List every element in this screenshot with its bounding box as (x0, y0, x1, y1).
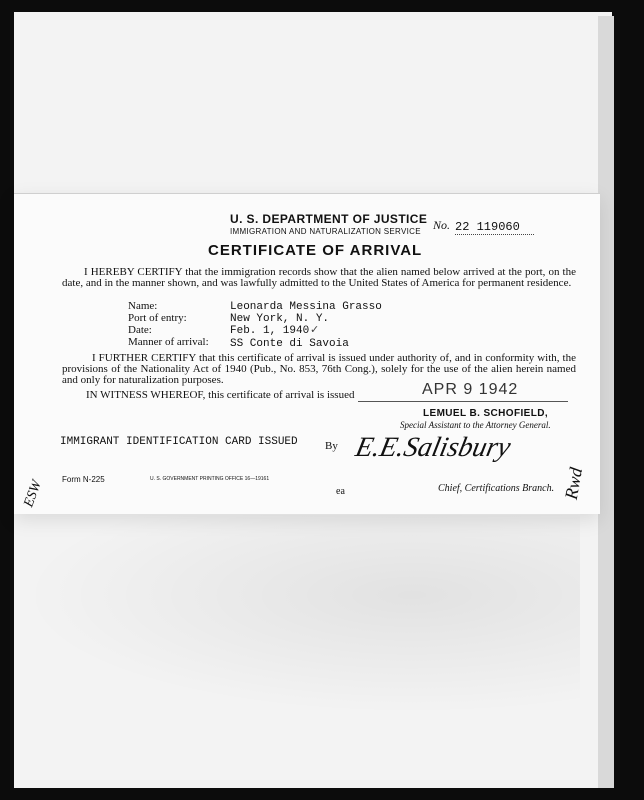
date-label: Date: (128, 324, 152, 336)
chief-title: Chief, Certifications Branch. (438, 483, 555, 494)
checkmark: ✓ (310, 324, 320, 336)
printing-office: U. S. GOVERNMENT PRINTING OFFICE 16—19161 (150, 476, 270, 482)
date-value: Feb. 1, 1940 (230, 325, 310, 337)
by-label: By (325, 440, 338, 452)
signature: E.E.Salisbury (352, 432, 514, 463)
name-value: Leonarda Messina Grasso (230, 301, 382, 313)
id-card-issued: IMMIGRANT IDENTIFICATION CARD ISSUED (60, 436, 298, 448)
port-value: New York, N. Y. (230, 313, 330, 325)
page-edge-shadow (598, 16, 614, 788)
witness-statement: IN WITNESS WHEREOF, this certificate of arrival is issued (86, 389, 355, 401)
name-label: Name: (128, 300, 158, 312)
margin-initials-left: ESW (21, 478, 45, 510)
issued-date-line (358, 401, 568, 402)
official-name: LEMUEL B. SCHOFIELD, (423, 408, 549, 419)
service-subheading: IMMIGRATION AND NATURALIZATION SERVICE (230, 227, 421, 236)
form-number: Form N-225 (62, 475, 105, 484)
arrival-value: SS Conte di Savoia (230, 338, 349, 350)
authority-paragraph: I FURTHER CERTIFY that this certificate of arrival is issued under authority of, and in conformity with, the provisions of the Nationality Act of 1940 (Pub., No. 853, 76th Cong.), solely for the use of the alien herein named and only for naturalization purposes. (62, 352, 576, 386)
official-title: Special Assistant to the Attorney General. (400, 420, 551, 430)
typist-initials: ea (336, 486, 345, 497)
scan-smudge (20, 515, 580, 715)
certification-paragraph: I HEREBY CERTIFY that the immigration records show that the alien named below arrived at the port, on the date, and in the manner shown, and was lawfully admitted to the United States of America for permanent residence. (62, 266, 576, 289)
port-label: Port of entry: (128, 312, 187, 324)
arrival-label: Manner of arrival: (128, 336, 209, 348)
department-heading: U. S. DEPARTMENT OF JUSTICE (230, 212, 428, 226)
certificate-number-label: No. (433, 218, 451, 232)
certificate-number: 22 119060 (455, 220, 534, 235)
issued-date-stamp: APR 9 1942 (422, 381, 519, 398)
certificate-title: CERTIFICATE OF ARRIVAL (208, 242, 423, 259)
margin-initials-right: Rwd (560, 465, 587, 501)
